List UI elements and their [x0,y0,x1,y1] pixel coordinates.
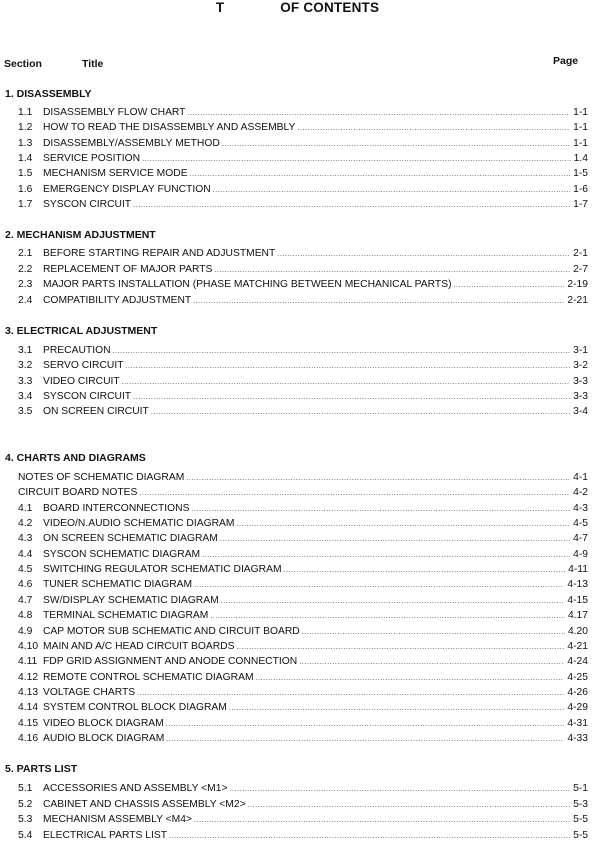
toc-entry[interactable] [18,595,588,609]
toc-entry-title: SYSCON CIRCUIT [43,198,132,210]
toc-entry[interactable] [18,718,588,732]
toc-entry-page: 4-31 [567,717,588,729]
toc-entry-page: 4.17 [567,610,588,622]
dot-leader [142,155,571,165]
toc-entry-number: 4.4 [18,548,33,560]
toc-entry-title: VIDEO BLOCK DIAGRAM [43,717,164,729]
toc-entry-title: REMOTE CONTROL SCHEMATIC DIAGRAM [43,671,254,683]
section-heading: 3. ELECTRICAL ADJUSTMENT [5,325,158,337]
dot-leader [113,347,571,357]
toc-entry-number: 1.3 [18,137,33,149]
toc-entry-title: FDP GRID ASSIGNMENT AND ANODE CONNECTION [43,656,298,668]
toc-entry-page: 4-7 [573,533,588,545]
toc-entry-title: CAP MOTOR SUB SCHEMATIC AND CIRCUIT BOARD [43,625,300,637]
toc-entry-page: 5-3 [573,798,588,810]
dot-leader [166,720,565,730]
dot-leader [125,362,570,372]
toc-entry-number: 5.3 [18,814,33,826]
dot-leader [151,408,570,418]
toc-entry-number: 4.11 [18,656,38,668]
toc-entry-title: SWITCHING REGULATOR SCHEMATIC DIAGRAM [43,564,282,576]
toc-entry-title: ON SCREEN SCHEMATIC DIAGRAM [43,533,218,545]
toc-entry[interactable] [18,345,588,359]
toc-entry-number: 3.2 [18,360,33,372]
toc-entry-page: 1-1 [573,137,588,149]
toc-entry[interactable] [18,626,588,640]
toc-entry-number: 2.2 [18,263,33,275]
dot-leader [194,816,570,826]
toc-entry[interactable] [18,687,588,701]
toc-entry[interactable] [18,360,588,374]
toc-entry-page: 4-21 [567,640,588,652]
toc-entry-number: 4.10 [18,640,39,652]
dot-leader [299,658,564,668]
toc-entry-number: 4.5 [18,564,33,576]
toc-entry-title: SYSTEM CONTROL BLOCK DIAGRAM [43,702,227,714]
toc-entry-number: 4.15 [18,717,39,729]
toc-entry-title: MECHANISM ASSEMBLY <M4> [43,814,192,826]
toc-entry-title: TERMINAL SCHEMATIC DIAGRAM [43,610,209,622]
dot-leader [137,689,564,699]
toc-entry-page: 5-5 [573,829,588,841]
toc-entry[interactable] [18,295,588,309]
toc-entry-number: 4.9 [18,625,33,637]
toc-entry[interactable] [18,672,588,686]
toc-entry-title: SYSCON CIRCUIT [43,390,132,402]
dot-leader [122,378,570,388]
dot-leader [210,612,565,622]
toc-entry[interactable] [18,406,588,420]
toc-entry[interactable] [18,503,588,517]
toc-entry-page: 2-1 [573,248,588,259]
toc-entry[interactable] [18,138,588,152]
toc-entry-page: 3-3 [573,375,588,387]
dot-leader [236,643,564,653]
toc-entry-title: ON SCREEN CIRCUIT [43,406,149,418]
toc-entry-page: 4-29 [567,702,588,714]
toc-entry-page: 3-2 [573,360,588,372]
toc-entry-number: 2.1 [18,248,33,259]
dot-leader [202,551,570,561]
dot-leader [454,281,565,291]
toc-entry-title: VIDEO CIRCUIT [43,375,120,387]
toc-entry-page: 2-7 [573,263,588,275]
toc-entry[interactable] [18,564,588,578]
toc-entry-page: 4-24 [567,656,588,668]
toc-entry[interactable] [18,391,588,405]
toc-entry-title: MAIN AND A/C HEAD CIRCUIT BOARDS [43,640,235,652]
toc-entry-number: 5.4 [18,829,33,841]
toc-entry-title: DISASSEMBLY FLOW CHART [43,107,186,118]
section-heading: 5. PARTS LIST [5,763,78,775]
dot-leader [302,628,565,638]
toc-entry-title: VIDEO/N.AUDIO SCHEMATIC DIAGRAM [43,518,235,530]
dot-leader [284,566,566,576]
dot-leader [133,393,570,403]
dot-leader [229,785,570,795]
dot-leader [221,597,565,607]
toc-entry-number: 4.8 [18,610,33,622]
toc-entry-page: 2-19 [567,279,588,291]
toc-entry-number: 4.1 [18,502,33,514]
toc-entry-number: 4.14 [18,702,39,714]
toc-entry-page: 1-5 [573,168,588,180]
dot-leader [256,674,565,684]
toc-entry-title: BEFORE STARTING REPAIR AND ADJUSTMENT [43,248,276,259]
title-part-1: T [215,0,225,15]
toc-entry-title: CABINET AND CHASSIS ASSEMBLY <M2> [43,798,246,810]
toc-entry-page: 3-3 [573,390,588,402]
column-header-page: Page [553,55,579,67]
toc-entry-page: 4-26 [567,686,588,698]
toc-entry-title: SYSCON SCHEMATIC DIAGRAM [43,548,201,560]
section-heading: 2. MECHANISM ADJUSTMENT [5,229,156,241]
toc-entry-title: MECHANISM SERVICE MODE [43,168,188,180]
toc-entry-number: 2.4 [18,295,33,307]
title-part-2: OF CONTENTS [280,0,380,15]
toc-entry[interactable] [18,579,588,593]
dot-leader [133,201,570,211]
dot-leader [166,735,564,745]
toc-entry-title: CIRCUIT BOARD NOTES [18,487,138,499]
toc-entry[interactable] [18,376,588,390]
dot-leader [169,832,570,842]
toc-entry-number: 4.7 [18,594,33,606]
toc-entry-page: 5-1 [573,783,588,794]
toc-entry-title: SW/DISPLAY SCHEMATIC DIAGRAM [43,594,219,606]
toc-entry-number: 1.4 [18,152,33,164]
toc-entry-number: 4.2 [18,518,33,530]
toc-entry-number: 1.1 [18,107,33,118]
toc-entry-number: 3.4 [18,390,33,402]
toc-entry-number: 1.6 [18,183,33,195]
toc-entry[interactable] [18,799,588,813]
toc-entry-number: 4.13 [18,686,39,698]
toc-entry-page: 1-1 [573,122,588,134]
toc-entry[interactable] [18,610,588,624]
dot-leader [297,124,570,134]
toc-entry-title: ELECTRICAL PARTS LIST [43,829,167,841]
dot-leader [222,140,570,150]
toc-entry-page: 1-6 [573,183,588,195]
toc-entry-title: DISASSEMBLY/ASSEMBLY METHOD [43,137,220,149]
section-heading: 1. DISASSEMBLY [5,88,92,100]
toc-entry-page: 5-5 [573,814,588,826]
toc-entry[interactable] [18,472,588,486]
toc-entry-page: 1.4 [573,152,588,164]
dot-leader [193,297,564,307]
dot-leader [139,489,570,499]
toc-entry-title: PRECAUTION [43,345,111,356]
toc-entry-number: 2.3 [18,279,33,291]
toc-entry-number: 1.5 [18,168,33,180]
toc-entry-page: 4-5 [573,518,588,530]
toc-entry-page: 1-7 [573,198,588,210]
column-header-title: Title [82,58,104,70]
dot-leader [248,801,571,811]
toc-entry[interactable] [18,279,588,293]
toc-entry-title: BOARD INTERCONNECTIONS [43,502,190,514]
toc-entry-title: SERVICE POSITION [43,152,141,164]
toc-entry-number: 4.12 [18,671,39,683]
toc-entry-page: 4-25 [567,671,588,683]
dot-leader [187,109,570,119]
toc-entry-number: 3.1 [18,345,33,356]
toc-entry-title: REPLACEMENT OF MAJOR PARTS [43,263,213,275]
toc-entry-title: SERVO CIRCUIT [43,360,124,372]
toc-entry-page: 1-1 [573,107,588,118]
toc-entry-title: COMPATIBILITY ADJUSTMENT [43,295,192,307]
dot-leader [190,170,571,180]
section-heading: 4. CHARTS AND DIAGRAMS [5,452,146,464]
toc-entry[interactable] [18,199,588,213]
toc-entry[interactable] [18,122,588,136]
toc-entry[interactable] [18,733,588,747]
toc-entry[interactable] [18,487,588,501]
toc-entry-title: MAJOR PARTS INSTALLATION (PHASE MATCHING BETWEEN MECHANICAL PARTS) [43,279,452,291]
toc-entry-page: 4-3 [573,502,588,514]
dot-leader [213,186,570,196]
toc-entry-number: 3.5 [18,406,33,418]
toc-entry-number: 1.2 [18,122,33,134]
toc-entry[interactable] [18,518,588,532]
toc-entry[interactable] [18,783,588,797]
toc-entry-page: 4-1 [573,472,588,483]
toc-entry-number: 4.3 [18,533,33,545]
toc-entry[interactable] [18,702,588,716]
toc-entry-number: 3.3 [18,375,33,387]
toc-entry[interactable] [18,533,588,547]
dot-leader [191,505,570,515]
toc-entry[interactable] [18,814,588,828]
toc-entry[interactable] [18,248,588,262]
toc-entry-number: 4.6 [18,579,33,591]
toc-entry[interactable] [18,153,588,167]
dot-leader [229,704,565,714]
toc-entry[interactable] [18,549,588,563]
toc-entry-page: 4.20 [567,625,588,637]
dot-leader [220,535,570,545]
toc-entry-page: 4-11 [568,564,588,576]
toc-entry-number: 5.1 [18,783,33,794]
toc-entry[interactable] [18,641,588,655]
toc-entry[interactable] [18,184,588,198]
toc-entry-title: HOW TO READ THE DISASSEMBLY AND ASSEMBLY [43,122,296,134]
dot-leader [236,520,570,530]
dot-leader [186,474,570,484]
toc-entry-number: 4.16 [18,732,39,744]
toc-entry-page: 4-33 [567,732,588,744]
toc-entry-title: AUDIO BLOCK DIAGRAM [43,732,165,744]
toc-entry-page: 4-15 [567,594,588,606]
toc-entry-title: ACCESSORIES AND ASSEMBLY <M1> [43,783,228,794]
column-header-section: Section [4,58,42,70]
toc-entry[interactable] [18,656,588,670]
dot-leader [194,581,564,591]
toc-entry-number: 1.7 [18,198,33,210]
toc-entry-title: VOLTAGE CHARTS [43,686,136,698]
toc-entry[interactable] [18,264,588,278]
toc-entry-page: 4-9 [573,548,588,560]
toc-entry-page: 4-13 [567,579,588,591]
toc-entry-page: 4-2 [573,487,588,499]
page-title [0,0,595,15]
toc-entry-page: 2-21 [567,295,588,307]
toc-entry-title: NOTES OF SCHEMATIC DIAGRAM [18,472,185,483]
toc-entry[interactable] [18,107,588,121]
toc-entry[interactable] [18,168,588,182]
dot-leader [214,266,570,276]
toc-entry-page: 3-1 [573,345,588,356]
toc-entry-title: TUNER SCHEMATIC DIAGRAM [43,579,193,591]
dot-leader [277,250,570,260]
toc-entry-title: EMERGENCY DISPLAY FUNCTION [43,183,211,195]
toc-entry-page: 3-4 [573,406,588,418]
toc-entry-number: 5.2 [18,798,33,810]
